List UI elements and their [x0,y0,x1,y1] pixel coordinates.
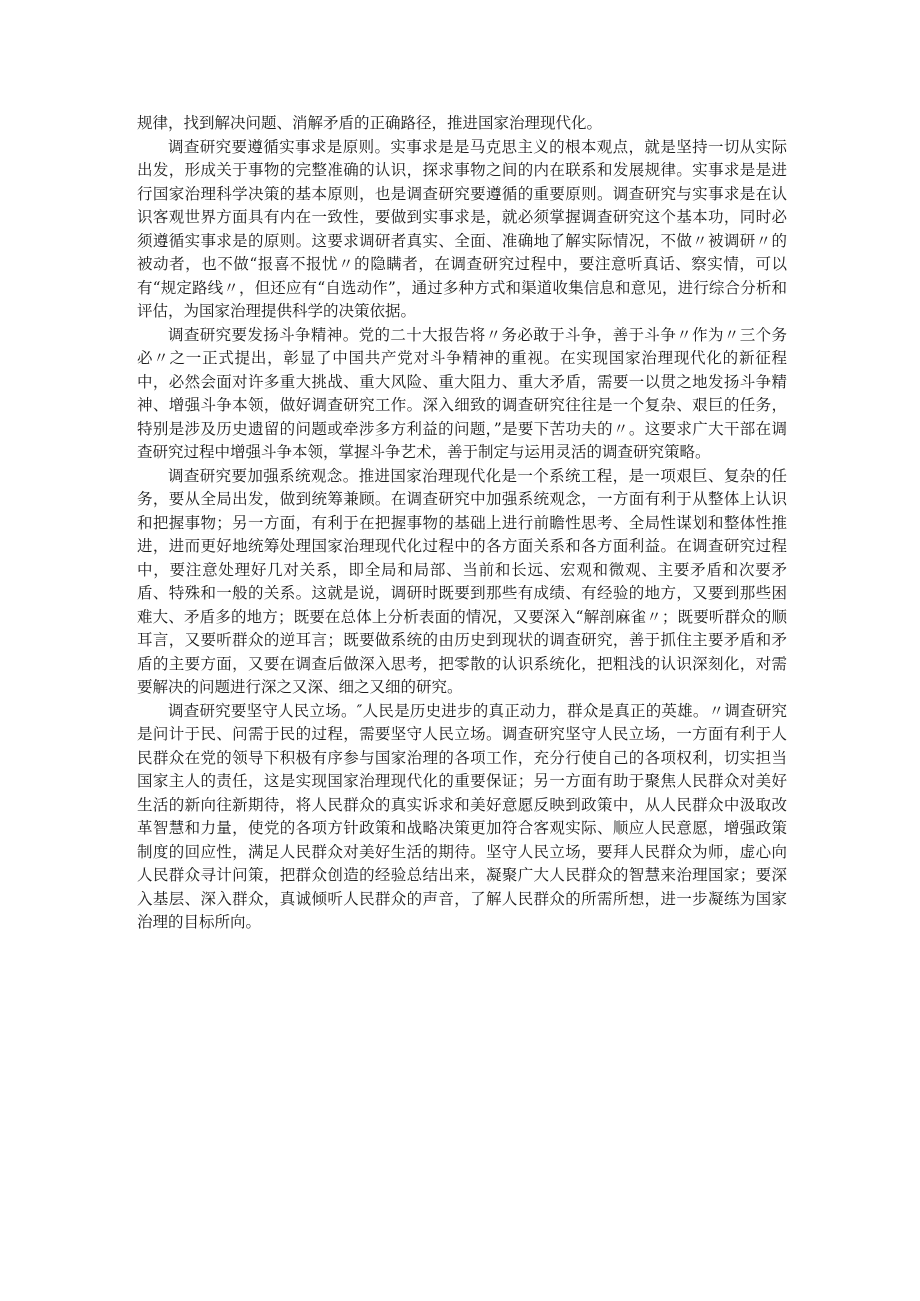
paragraph-people-stance: 调查研究要坚守人民立场。″人民是历史进步的真正动力，群众是真正的英雄。〃调查研究是问计于民、问需于民的过程，需要坚守人民立场。调查研究坚守人民立场，一方面有利于人民群众在党的领导下积极有序参与国家治理的各项工作，充分行使自己的各项权利，切实担当国家主人的责任，这是实现国家治理现代化的重要保证；另一方面有助于聚焦人民群众对美好生活的新向往新期待，将人民群众的真实诉求和美好意愿反映到政策中，从人民群众中汲取改革智慧和力量，使党的各项方针政策和战略决策更加符合客观实际、顺应人民意愿，增强政策制度的回应性，满足人民群众对美好生活的期待。坚守人民立场，要拜人民群众为师，虚心向人民群众寻计问策，把群众创造的经验总结出来，凝聚广大人民群众的智慧来治理国家；要深入基层、深入群众，真诚倾听人民群众的声音，了解人民群众的所需所想，进一步凝练为国家治理的目标所向。 [137,701,787,931]
paragraph-seek-truth: 调查研究要遵循实事求是原则。实事求是是马克思主义的根本观点，就是坚持一切从实际出发，形成关于事物的完整准确的认识，探求事物之间的内在联系和发展规律。实事求是是进行国家治理科学决策的基本原则，也是调查研究要遵循的重要原则。调查研究与实事求是在认识客观世界方面具有内在一致性，要做到实事求是，就必须掌握调查研究这个基本功，同时必须遵循实事求是的原则。这要求调研者真实、全面、准确地了解实际情况，不做〃被调研〃的被动者，也不做“报喜不报忧〃的隐瞒者，在调查研究过程中，要注意听真话、察实情，可以有“规定路线〃，但还应有“自选动作”，通过多种方式和渠道收集信息和意见，进行综合分析和评估，为国家治理提供科学的决策依据。 [137,137,787,320]
paragraph-systems-thinking: 调查研究要加强系统观念。推进国家治理现代化是一个系统工程，是一项艰巨、复杂的任务，要从全局出发，做到统筹兼顾。在调查研究中加强系统观念，一方面有利于从整体上认识和把握事物；另一方面，有利于在把握事物的基础上进行前瞻性思考、全局性谋划和整体性推进，进而更好地统筹处理国家治理现代化过程中的各方面关系和各方面利益。在调查研究过程中，要注意处理好几对关系，即全局和局部、当前和长远、宏观和微观、主要矛盾和次要矛盾、特殊和一般的关系。这就是说，调研时既要到那些有成绩、有经验的地方，又要到那些困难大、矛盾多的地方；既要在总体上分析表面的情况，又要深入“解剖麻雀〃；既要听群众的顺耳言，又要听群众的逆耳言；既要做系统的由历史到现状的调查研究，善于抓住主要矛盾和矛盾的主要方面，又要在调查后做深入思考，把零散的认识系统化，把粗浅的认识深刻化，对需要解决的问题进行深之又深、细之又细的研究。 [137,466,787,696]
document-body [137,112,787,935]
paragraph-struggle-spirit: 调查研究要发扬斗争精神。党的二十大报告将〃务必敢于斗争，善于斗争〃作为〃三个务必〃之一正式提出，彰显了中国共产党对斗争精神的重视。在实现国家治理现代化的新征程中，必然会面对许多重大挑战、重大风险、重大阻力、重大矛盾，需要一以贯之地发扬斗争精神、增强斗争本领，做好调查研究工作。深入细致的调查研究往往是一个复杂、艰巨的任务，特别是涉及历史遗留的问题或牵涉多方利益的问题，”是要下苦功夫的〃。这要求广大干部在调查研究过程中增强斗争本领，掌握斗争艺术，善于制定与运用灵活的调查研究策略。 [137,325,787,461]
paragraph-continuation: 规律，找到解决问题、消解矛盾的正确路径，推进国家治理现代化。 [137,114,603,132]
